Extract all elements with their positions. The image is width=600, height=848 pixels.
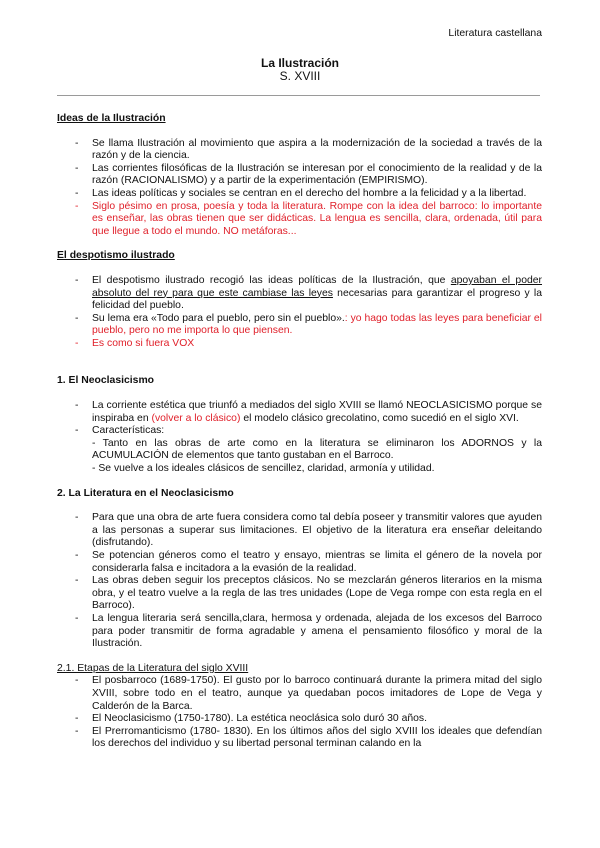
list-item: - Para que una obra de arte fuera considera como tal debía poseer y transmitir valores que ayuden a las personas a superar sus limitaciones. El objetivo de la literatura era enseñar deleitando (disfrutando). [57,512,542,550]
list-item: - El Prerromanticismo (1780- 1830). En los últimos años del siglo XVIII los ideales que defendían los derechos del individuo y su libertad personal terminan calando en la [57,726,542,751]
list-item: - Las ideas políticas y sociales se centran en el derecho del hombre a la felicidad y a la libertad. [57,188,542,201]
section-heading-despotismo: El despotismo ilustrado [57,250,175,262]
item-text: Su lema era «Todo para el pueblo, pero sin el pueblo». [92,312,345,324]
list-item: - Siglo pésimo en prosa, poesía y toda la literatura. Rompe con la idea del barroco: lo importante es enseñar, las obras tienen que ser didácticas. La lengua es sencilla, clara, ordenada, útil para que llegue a todo el mundo. NO metáforas... [57,201,542,239]
despotismo-list [57,275,542,351]
item-text: necesarias para garantizar el progreso y la felicidad del pueblo. [92,287,542,312]
list-item: - Se potencian géneros como el teatro y ensayo, mientras se limita el género de la novela por considerarla falsa e incitadora a la evasión de la realidad. [57,550,542,575]
section-heading-etapas: 2.1. Etapas de la Literatura del siglo XVIII [57,662,249,674]
section-heading-neoclasicismo: 1. El Neoclasicismo [57,374,155,386]
underlined-text: apoyaban el poder absoluto del rey para que este cambiase las leyes [92,274,542,299]
characteristic-line: - Tanto en las obras de arte como en la literatura se eliminaron los ADORNOS y la ACUMULACIÓN de elementos que tanto gustaban en el Barroco. [92,437,542,462]
list-item [57,313,542,338]
list-item [57,425,542,475]
page-title: La Ilustración [260,56,340,70]
list-item: - Las corrientes filosóficas de la Ilustración se interesan por el conocimiento de la realidad y de la razón (RACIONALISMO) y a partir de la experimentación (EMPIRISMO). [57,163,542,188]
list-item: - El Neoclasicismo (1750-1780). La estética neoclásica solo duró 30 años. [57,713,542,726]
list-item: - Se llama Ilustración al movimiento que aspira a la modernización de la sociedad a través de la razón y de la ciencia. [57,138,542,163]
course-header: Literatura castellana [448,28,542,39]
item-text: el modelo clásico grecolatino, como sucedió en el siglo XVI. [240,412,519,424]
characteristic-line: - Se vuelve a los ideales clásicos de sencillez, claridad, armonía y utilidad. [92,463,435,475]
list-item: - Las obras deben seguir los preceptos clásicos. No se mezclarán géneros literarios en la misma obra, y el teatro vuelve a la regla de las tres unidades (Lope de Vega rompe con esta regla en el Barroco). [57,575,542,613]
neoclasicismo-list [57,400,542,476]
section-heading-literatura: 2. La Literatura en el Neoclasicismo [57,487,234,499]
characteristics-label: - Características: [92,425,165,437]
list-item [57,400,542,425]
etapas-list [57,675,542,751]
section-heading-ideas: Ideas de la Ilustración [57,113,166,124]
red-note: : yo hago todas las leyes para beneficiar el pueblo, pero no me importa lo que piensen. [92,312,542,337]
item-text: El despotismo ilustrado recogió las ideas políticas de la Ilustración, que [92,274,451,286]
list-item: - El posbarroco (1689-1750). El gusto por lo barroco continuará durante la primera mitad del siglo XVIII, sobre todo en el teatro, aunque ya quedaban pocos imitadores de Lope de Vega y Calderón de la Barca. [57,675,542,713]
ideas-list [57,138,542,239]
red-note: (volver a lo clásico) [151,412,241,424]
item-text: La corriente estética que triunfó a mediados del siglo XVIII se llamó NEOCLASICISMO porque se inspiraba en [92,400,542,424]
document-body [57,113,542,751]
literatura-list [57,512,542,651]
title-divider [57,95,540,96]
list-item: - Es como si fuera VOX [57,338,542,351]
list-item [57,275,542,313]
list-item: - La lengua literaria será sencilla,clara, hermosa y ordenada, alejada de los excesos del Barroco para poder transmitir de forma agradable y amena el pensamiento filosófico y moral de la Ilustración. [57,613,542,651]
page-subtitle: S. XVIII [279,69,321,83]
